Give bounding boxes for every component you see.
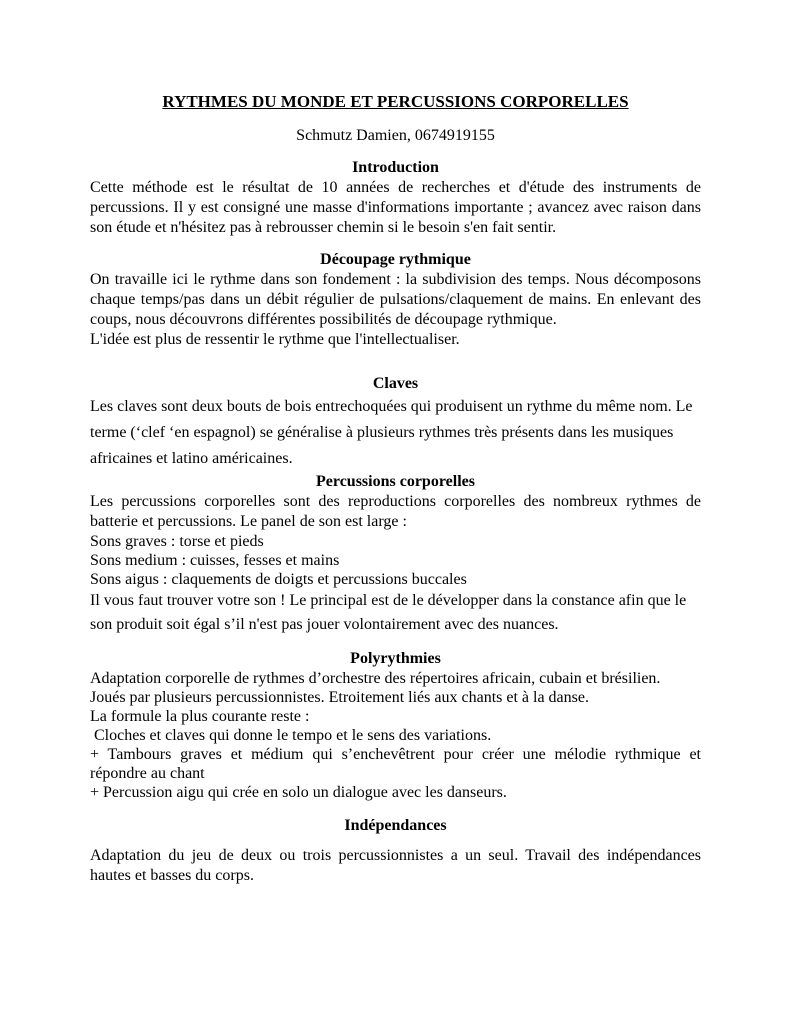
section-heading-percussions-corporelles: Percussions corporelles bbox=[316, 473, 475, 490]
section-heading-independances: Indépendances bbox=[344, 817, 447, 834]
document-body bbox=[90, 0, 701, 886]
section-heading-polyrythmies: Polyrythmies bbox=[350, 650, 441, 667]
section-polyrythmies bbox=[90, 649, 701, 802]
document-title: RYTHMES DU MONDE ET PERCUSSIONS CORPORELLES bbox=[162, 92, 629, 111]
document-byline: Schmutz Damien, 0674919155 bbox=[296, 127, 495, 144]
paragraph: Il vous faut trouver votre son ! Le principal est de le développer dans la constance afin que le son produit soit égal s’il n'est pas jouer volontairement avec des nuances. bbox=[90, 592, 687, 633]
section-independances bbox=[90, 816, 701, 886]
paragraph: + Tambours graves et médium qui s’enchevêtrent pour créer une mélodie rythmique et répondre au chant bbox=[90, 746, 701, 782]
paragraph: On travaille ici le rythme dans son fondement : la subdivision des temps. Nous décomposons chaque temps/pas dans un débit régulier de pulsations/claquement de mains. En enlevant des coups, nous découvrons différentes possibilités de découpage rythmique. bbox=[90, 271, 701, 328]
section-heading-introduction: Introduction bbox=[352, 159, 439, 176]
list-line-sons-graves: Sons graves : torse et pieds bbox=[90, 533, 264, 550]
section-percussions-corporelles bbox=[90, 472, 701, 637]
paragraph: Joués par plusieurs percussionnistes. Etroitement liés aux chants et à la danse. bbox=[90, 689, 589, 706]
paragraph: La formule la plus courante reste : bbox=[90, 708, 310, 725]
section-heading-decoupage-rythmique: Découpage rythmique bbox=[320, 251, 471, 268]
section-decoupage-rythmique bbox=[90, 250, 701, 350]
paragraph: Adaptation du jeu de deux ou trois percussionnistes a un seul. Travail des indépendances hautes et basses du corps. bbox=[90, 847, 701, 884]
list-line-sons-medium: Sons medium : cuisses, fesses et mains bbox=[90, 552, 340, 569]
paragraph: Adaptation corporelle de rythmes d’orchestre des répertoires africain, cubain et brésilien. bbox=[90, 670, 661, 687]
paragraph: L'idée est plus de ressentir le rythme que l'intellectualiser. bbox=[90, 331, 460, 348]
paragraph: Les claves sont deux bouts de bois entrechoquées qui produisent un rythme du même nom. Le terme (‘clef ‘en espagnol) se généralise à plusieurs rythmes très présents dans les musiques africaines et latino américaines. bbox=[90, 398, 693, 467]
section-claves bbox=[90, 374, 701, 472]
paragraph: Cloches et claves qui donne le tempo et le sens des variations. bbox=[90, 727, 492, 744]
list-line-sons-aigus: Sons aigus : claquements de doigts et percussions buccales bbox=[90, 571, 467, 588]
paragraph: Cette méthode est le résultat de 10 années de recherches et d'étude des instruments de percussions. Il y est consigné une masse d'informations importante ; avancez avec raison dans son étude et n'hésitez pas à rebrousser chemin si le besoin s'en fait sentir. bbox=[90, 179, 701, 236]
section-heading-claves: Claves bbox=[372, 375, 419, 392]
section-introduction bbox=[90, 158, 701, 238]
paragraph: + Percussion aigu qui crée en solo un dialogue avec les danseurs. bbox=[90, 784, 507, 801]
paragraph: Les percussions corporelles sont des reproductions corporelles des nombreux rythmes de batterie et percussions. Le panel de son est large : bbox=[90, 493, 701, 530]
